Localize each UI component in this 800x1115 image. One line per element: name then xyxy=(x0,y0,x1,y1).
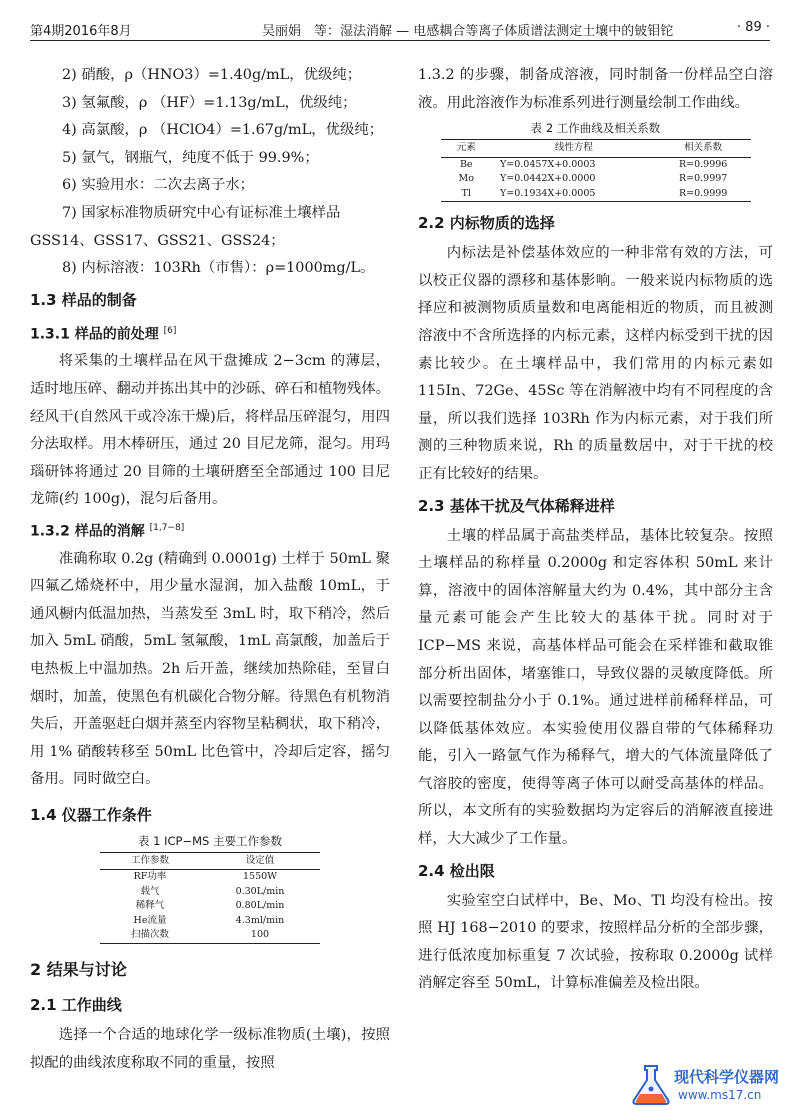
section-heading-2-4: 2.4 检出限 xyxy=(418,861,495,880)
paragraph-working-curve-continued: 1.3.2 的步骤，制备成溶液，同时制备一份样品空白溶液。用此溶液作为标准系列进行测量绘制工作曲线。 xyxy=(418,67,773,111)
section-heading-2: 2 结果与讨论 xyxy=(30,959,127,979)
table-header-cell: 相关系数 xyxy=(656,140,751,158)
paragraph-matrix-interference: 土壤的样品属于高盐类样品，基体比较复杂。按照土壤样品的称样量 0.2000g 和定容体积 50mL 来计算，溶液中的固体溶解量大约为 0.4%，其中部分主含量元素可能会产生比较大的基体干扰。同时对于 ICP−MS 来说，高基体样品可能会在采样锥和截取锥部分析出固体，堵塞锥口，导致仪器的灵敏度降低。所以需要控制盐分小于 0.1%。通过进样前稀释样品，可以降低基体效应。本实验使用仪器自带的气体稀释功能，引入一路氩气作为稀释气，增大的气体流量降低了气溶胶的密度，使得等离子体可以耐受高基体的样品。所以，本文所有的实验数据均为定容后的消解液直接进样，大大减少了工作量。 xyxy=(418,527,773,848)
heading-text: 1.3.2 样品的消解 xyxy=(30,523,145,540)
watermark-url: www.ms17.cn xyxy=(678,1088,762,1102)
reagent-item: 2) 硝酸，ρ（HNO3）=1.40g/mL，优级纯； xyxy=(62,67,362,83)
reagent-item: 3) 氢氟酸，ρ （HF）=1.13g/mL，优级纯； xyxy=(62,94,357,111)
table-header-cell: 线性方程 xyxy=(492,140,656,158)
table-cell: 1550W xyxy=(243,871,277,883)
table-icp-ms-parameters xyxy=(100,852,320,944)
paragraph-pretreatment: 将采集的土壤样品在风干盘摊成 2−3cm 的薄层，适时地压碎、翻动并拣出其中的沙砾、碎石和植物残体。经风干(自然风干或冷冻干燥)后，将样品压碎混匀，用四分法取样。用木棒研压，通过 20 目尼龙筛，混匀。用玛瑙研钵将通过 20 目筛的土壤研磨至全部通过 100 目尼龙筛(约 100g)，混匀后备用。 xyxy=(30,353,390,508)
section-heading-2-3: 2.3 基体干扰及气体稀释进样 xyxy=(418,496,615,515)
section-heading-2-2: 2.2 内标物质的选择 xyxy=(418,214,555,233)
table-header-cell: 工作参数 xyxy=(100,852,200,870)
table-row xyxy=(441,172,751,187)
left-column xyxy=(30,62,390,1077)
table-cell: R=0.9999 xyxy=(656,187,751,202)
table-cell: 4.3ml/min xyxy=(235,914,285,926)
table-cell: 100 xyxy=(200,928,320,943)
table-cell: He流量 xyxy=(133,914,167,926)
table-cell: Be xyxy=(459,158,473,170)
section-heading-2-1: 2.1 工作曲线 xyxy=(30,995,122,1014)
table-cell: 载气 xyxy=(140,885,160,897)
table-cell: 0.80L/min xyxy=(235,900,285,912)
citation-ref: [6] xyxy=(163,325,177,336)
table2-caption: 表 2 工作曲线及相关系数 xyxy=(530,121,661,136)
reagent-item: 5) 氩气，钢瓶气，纯度不低于 99.9%； xyxy=(62,149,319,166)
table-cell: R=0.9996 xyxy=(678,158,728,170)
table-cell: Y=0.0442X+0.0000 xyxy=(499,173,596,185)
table-cell: Mo xyxy=(458,173,474,185)
table-row xyxy=(441,157,751,172)
section-heading-1-3: 1.3 样品的制备 xyxy=(30,290,137,309)
paragraph-working-curve: 选择一个合适的地球化学一级标准物质(土壤)，按照拟配的曲线浓度称取不同的重量，按照 xyxy=(30,1026,390,1071)
table-cell: Y=0.0457X+0.0003 xyxy=(499,158,596,170)
table-row xyxy=(100,870,320,885)
paragraph-digestion: 准确称取 0.2g (精确到 0.0001g) 土样于 50mL 聚四氟乙烯烧杯中，用少量水湿润，加入盐酸 10mL，于通风橱内低温加热，当蒸发至 3mL 时，取下稍冷，然后加入 5mL 硝酸，5mL 氢氟酸，1mL 高氯酸，加盖后于电热板上中温加热。2h 后开盖，继续加热除硅，至冒白烟时，加盖，使黑色有机碳化合物分解。待黑色有机物消失后，开盖驱赶白烟并蒸至内容物呈粘稠状，取下稍冷，用 1% 硝酸转移至 50mL 比色管中，冷却后定容，摇匀备用。同时做空白。 xyxy=(30,550,391,788)
section-heading-1-4: 1.4 仪器工作条件 xyxy=(30,805,152,824)
reagent-item: 7) 国家标准物质研究中心有证标准土壤样品 xyxy=(62,204,341,221)
table1-caption: 表 1 ICP−MS 主要工作参数 xyxy=(138,833,282,848)
reagent-item: 6) 实验用水：二次去离子水； xyxy=(62,177,255,194)
table-cell: RF功率 xyxy=(133,871,167,883)
table-cell: Tl xyxy=(441,187,492,202)
table-working-curves xyxy=(441,139,751,202)
running-header xyxy=(30,16,770,41)
table-row xyxy=(100,899,320,914)
paragraph-detection-limit: 实验室空白试样中，Be、Mo、Tl 均没有检出。按照 HJ 168−2010 的要求，按照样品分析的全部步骤，进行低浓度加标重复 7 次试验，按称取 0.2000g 试样消解定容至 50mL，计算标准偏差及检出限。 xyxy=(418,892,773,992)
table-row xyxy=(100,914,320,929)
site-watermark xyxy=(628,1062,788,1108)
table-header-row xyxy=(441,140,751,158)
heading-text: 1.3.1 样品的前处理 xyxy=(30,326,159,343)
right-column xyxy=(418,62,773,998)
page-number: · 89 · xyxy=(736,20,770,35)
table-cell: 稀释气 xyxy=(135,900,165,912)
table-cell: R=0.9997 xyxy=(678,173,728,185)
reagent-item: 4) 高氯酸，ρ （HClO4）=1.67g/mL，优级纯； xyxy=(62,122,384,139)
flask-logo-icon xyxy=(628,1062,674,1106)
article-running-title: 吴丽娟 等：湿法消解 — 电感耦合等离子体质谱法测定土壤中的铍钼铊 xyxy=(262,24,674,39)
section-heading-1-3-2 xyxy=(30,514,390,546)
journal-issue: 第4期2016年8月 xyxy=(30,24,132,39)
paragraph-internal-standard: 内标法是补偿基体效应的一种非常有效的方法，可以校正仪器的漂移和基体影响。一般来说内标物质的选择应和被测物质质量数和电离能相近的物质，而且被测溶液中不含所选择的内标元素，这样内标受到干扰的因素比较少。在土壤样品中，我们常用的内标元素如 115In、72Ge、45Sc 等在消解液中均有不同程度的含量，所以我们选择 103Rh 作为内标元素，对于我们所测的三种物质来说，Rh 的质量数居中，对于干扰的校正有比较好的结果。 xyxy=(418,245,773,482)
table-cell: 0.30L/min xyxy=(235,885,285,897)
table-header-row xyxy=(100,852,320,870)
table-header-cell: 设定值 xyxy=(200,852,320,870)
section-heading-1-3-1 xyxy=(30,317,390,349)
table-row xyxy=(100,928,320,943)
table-header-cell: 元素 xyxy=(441,140,492,158)
watermark-title: 现代科学仪器网 xyxy=(674,1068,780,1086)
reagent-item-continuation: GSS14、GSS17、GSS21、GSS24； xyxy=(30,232,285,249)
table-cell: 扫描次数 xyxy=(100,928,200,943)
table-cell: Y=0.1934X+0.0005 xyxy=(492,187,656,202)
citation-ref: [1,7−8] xyxy=(149,522,185,533)
reagent-item: 8) 内标溶液：103Rh（市售）：ρ=1000mg/L。 xyxy=(62,260,375,277)
table-row xyxy=(441,187,751,202)
table-row xyxy=(100,885,320,900)
